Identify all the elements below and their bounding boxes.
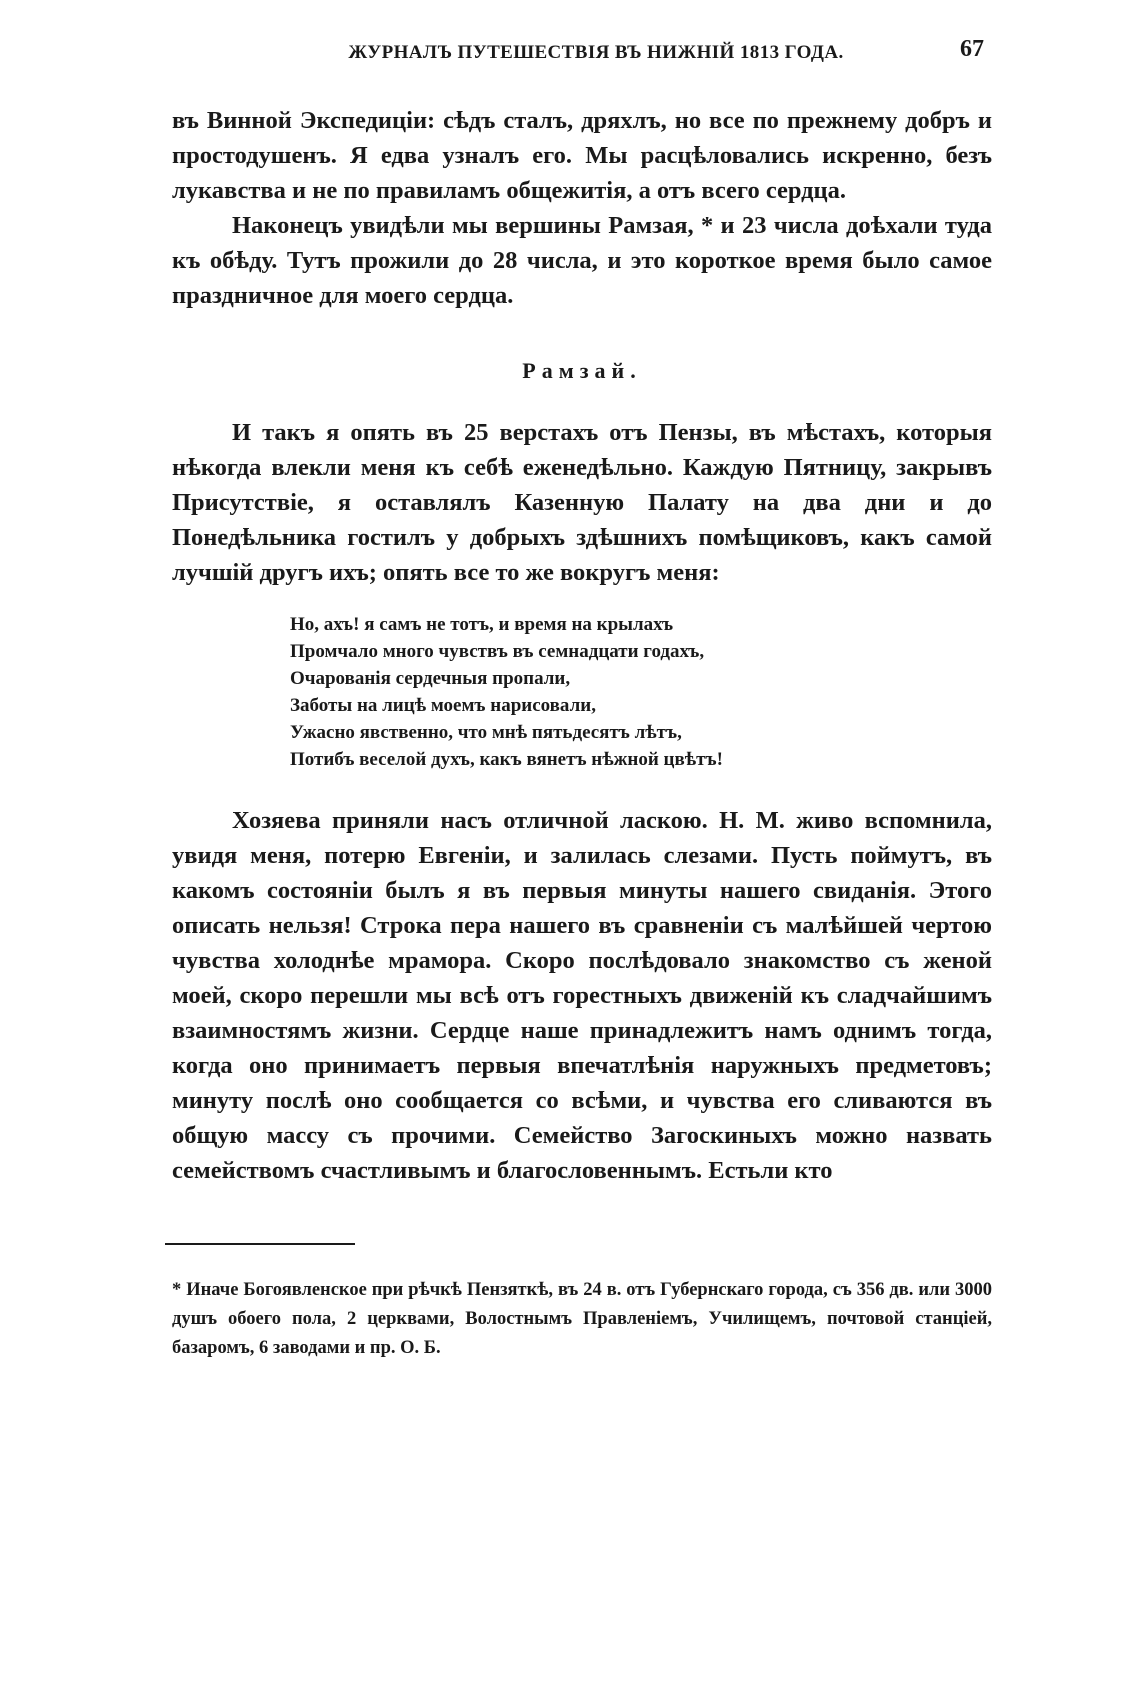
verse-line: Но, ахъ! я самъ не тотъ, и время на крылахъ	[290, 614, 674, 635]
verse-line: Ужасно явственно, что мнѣ пятьдесятъ лѣтъ,	[290, 722, 682, 743]
paragraph: Наконецъ увидѣли мы вершины Рамзая, * и 23 числа доѣхали туда къ обѣду. Тутъ прожили до 28 числа, и это короткое время было самое праздничное для моего сердца.	[172, 212, 992, 309]
verse-line: Промчало много чувствъ въ семнадцати годахъ,	[290, 641, 705, 662]
section-text	[172, 415, 992, 590]
verse-line: Потибъ веселой духъ, какъ вянетъ нѣжной цвѣтъ!	[290, 749, 723, 770]
main-text	[172, 803, 992, 1188]
page-number: 67	[960, 36, 984, 62]
running-header: ЖУРНАЛЪ ПУТЕШЕСТВІЯ ВЪ НИЖНІЙ 1813 ГОДА.	[348, 42, 844, 63]
footnote-divider	[165, 1243, 355, 1245]
verse-line: Заботы на лицѣ моемъ нарисовали,	[290, 695, 596, 716]
intro-text	[172, 103, 992, 313]
verse-line: Очарованія сердечныя пропали,	[290, 668, 571, 689]
paragraph: И такъ я опять въ 25 верстахъ отъ Пензы, въ мѣстахъ, которыя нѣкогда влекли меня къ себѣ еженедѣльно. Каждую Пятницу, закрывъ Присутствіе, я оставлялъ Казенную Палату на два дни и до Понедѣльника гостилъ у добрыхъ здѣшнихъ помѣщиковъ, какъ самой лучшій другъ ихъ; опять все то же вокругъ меня:	[172, 419, 992, 586]
paragraph: Хозяева приняли насъ отличной ласкою. Н. М. живо вспомнила, увидя меня, потерю Евгеніи, и залилась слезами. Пусть поймутъ, въ какомъ состояніи былъ я въ первыя минуты нашего свиданія. Этого описать нельзя! Строка пера нашего въ сравненіи съ малѣйшей чертою чувства холоднѣе мрамора. Скоро послѣдовало знакомство съ женой моей, скоро перешли мы всѣ отъ горестныхъ движеній къ сладчайшимъ взаимностямъ жизни. Сердце наше принадлежитъ намъ однимъ тогда, когда оно принимаетъ первыя впечатлѣнія наружныхъ предметовъ; минуту послѣ оно сообщается со всѣми, и чувства его сливаются въ общую массу съ прочими. Семейство Загоскиныхъ можно назвать семействомъ счастливымъ и благословеннымъ. Естьли кто	[172, 807, 992, 1184]
footnote: * Иначе Богоявленское при рѣчкѣ Пензяткѣ, въ 24 в. отъ Губернскаго города, съ 356 дв. или 3000 душъ обоего пола, 2 церквами, Волостнымъ Правленіемъ, Училищемъ, почтовой станціей, базаромъ, 6 заводами и пр. О. Б.	[172, 1280, 992, 1358]
section-heading: Рамзай.	[522, 358, 642, 383]
paragraph: въ Винной Экспедиціи: сѣдъ сталъ, дряхлъ, но все по прежнему добръ и простодушенъ. Я едва узналъ его. Мы расцѣловались искренно, безъ лукавства и не по правиламъ общежитія, а отъ всего сердца.	[172, 107, 992, 204]
verse-block	[290, 611, 850, 773]
